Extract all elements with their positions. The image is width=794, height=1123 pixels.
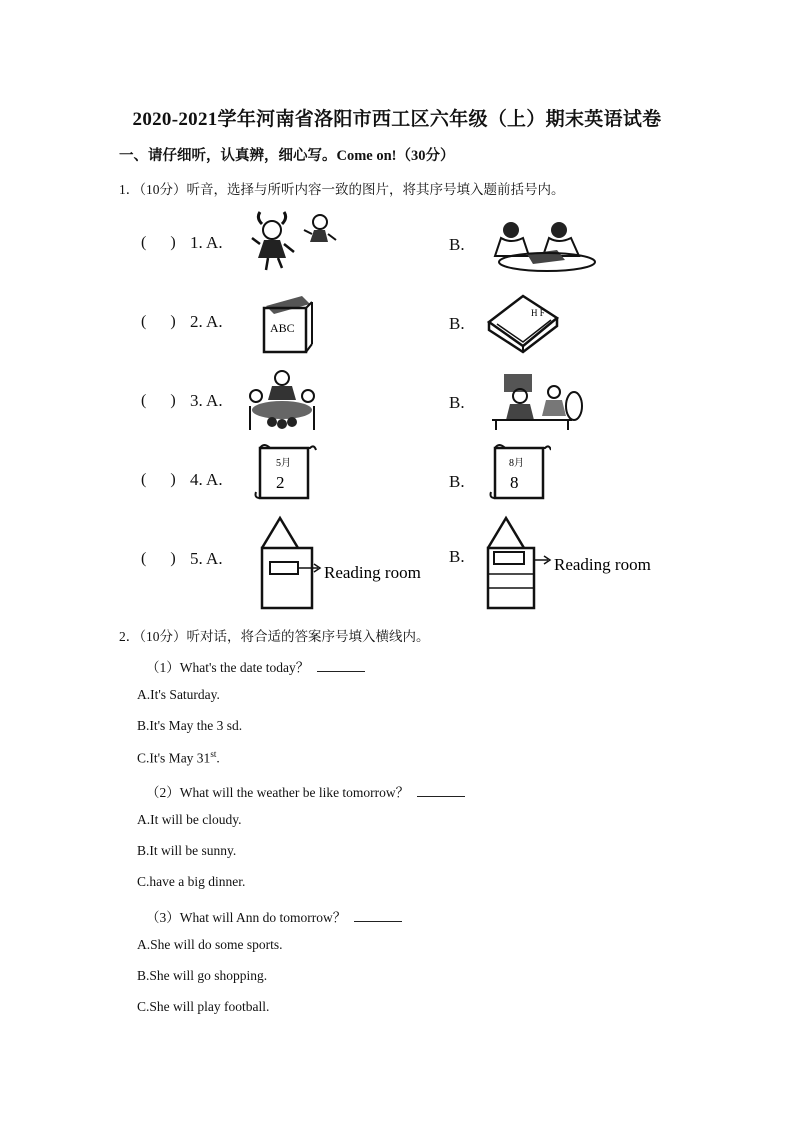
choice-2c: C.have a big dinner. [137,874,246,889]
question-1-item-2 [0,286,794,366]
answer-blank[interactable] [417,784,465,797]
item-number: 3. A. [190,391,223,410]
answer-bracket[interactable]: ( ) [141,550,176,567]
calendar-image-b [487,442,551,504]
choice-1b: B.It's May the 3 sd. [137,718,243,733]
choice-3a: A.She will do some sports. [137,937,283,952]
calendar-month: 5月 [276,458,291,469]
answer-bracket[interactable]: ( ) [141,234,176,251]
question-1-item-3 [0,366,794,446]
choice-3c: C.She will play football. [137,999,270,1014]
item-number: 5. A. [190,549,223,568]
answer-blank[interactable] [317,659,365,672]
choice-2b: B.It will be sunny. [137,843,237,858]
abc-book-image [258,292,318,354]
kids-playing-chess-image [487,216,597,274]
sub-question-3: （3）What will Ann do tomorrow？ [146,906,402,926]
option-b-label: B. [449,314,465,333]
question-1-instruction: 1．（10分）听音，选择与所听内容一致的图片，将其序号填入题前括号内。 [119,182,565,197]
item-number: 2. A. [190,312,223,331]
option-b-label: B. [449,235,465,254]
building-sign-image-b [480,514,675,610]
section-heading: 一、请仔细听，认真辨，细心写。Come on!（30分） [119,148,455,164]
closed-book-image [485,292,565,354]
item-number: 4. A. [190,470,223,489]
sub-question-2: （2）What will the weather be like tomorrow？ [146,781,465,801]
building-sign-image-a [254,514,444,610]
choice-1a: A.It's Saturday. [137,687,220,702]
option-b-label: B. [449,472,465,491]
answer-bracket[interactable]: ( ) [141,313,176,330]
sub-question-1: （1）What's the date today？ [146,656,365,676]
family-room-image [490,370,585,432]
question-1-item-1 [0,206,794,286]
question-2-instruction: 2．（10分）听对话，将合适的答案序号填入横线内。 [119,629,430,644]
calendar-day: 2 [276,473,285,492]
answer-bracket[interactable]: ( ) [141,471,176,488]
choice-2a: A.It will be cloudy. [137,812,242,827]
answer-blank[interactable] [354,909,402,922]
question-1-item-5 [0,514,794,614]
room-label: Reading room [324,563,421,582]
option-b-label: B. [449,547,465,566]
dinner-table-image [242,366,322,436]
book-spine-text: H F [531,308,545,318]
choice-1c: C.It's May 31st. [137,749,220,766]
calendar-month: 8月 [509,458,524,469]
page-title: 2020-2021学年河南省洛阳市西工区六年级（上）期末英语试卷 [132,109,662,130]
option-b-label: B. [449,393,465,412]
calendar-day: 8 [510,473,519,492]
book-cover-text: ABC [270,321,295,335]
answer-bracket[interactable]: ( ) [141,392,176,409]
calendar-image-a [254,442,318,504]
item-number: 1. A. [190,233,223,252]
kids-dancing-image [250,208,340,274]
choice-3b: B.She will go shopping. [137,968,268,983]
room-label: Reading room [554,555,651,574]
